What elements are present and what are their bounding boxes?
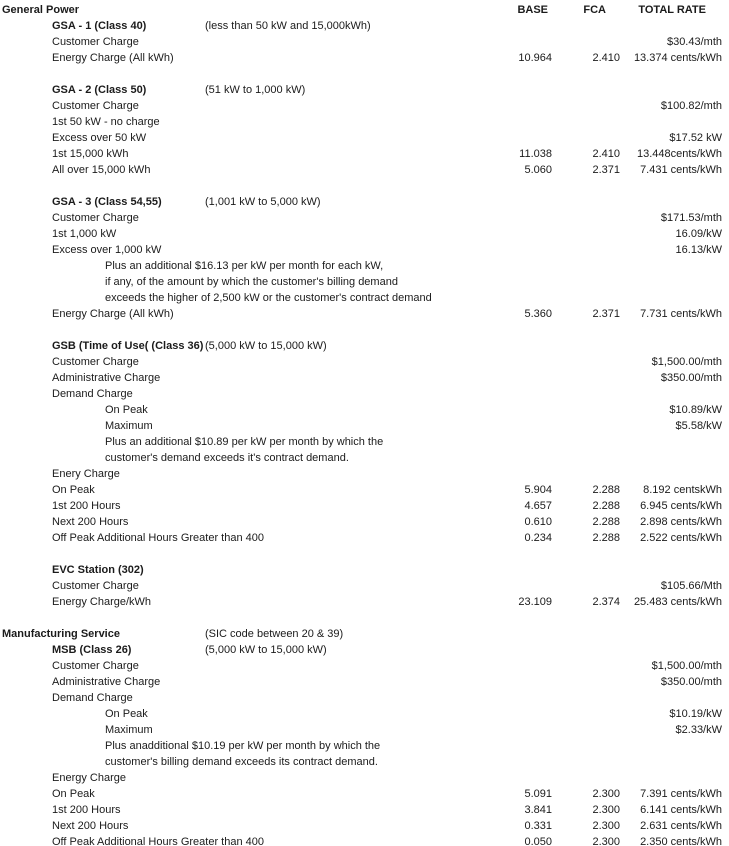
- total-rate-value: 7.731 cents/kWh: [640, 308, 722, 320]
- fca-value: [552, 210, 620, 226]
- total-rate-value: 2.898 cents/kWh: [640, 516, 722, 528]
- base-value: 3.841: [524, 804, 552, 816]
- row-label: Maximum: [105, 420, 153, 432]
- fca-value: [552, 674, 620, 690]
- base-value: [480, 546, 552, 562]
- base-value: [480, 386, 552, 402]
- base-value: [480, 690, 552, 706]
- fca-value: [552, 354, 620, 370]
- total-rate-value: [620, 114, 722, 130]
- row-label: All over 15,000 kWh: [52, 164, 151, 176]
- fca-value: [552, 770, 620, 786]
- rate-row: [0, 578, 729, 594]
- fca-value: [552, 82, 620, 98]
- rate-row: [0, 242, 729, 258]
- total-rate-value: 2.522 cents/kWh: [640, 532, 722, 544]
- total-rate-value: [620, 738, 722, 754]
- row-label: GSA - 2 (Class 50): [52, 84, 147, 96]
- base-value: [480, 642, 552, 658]
- row-label: Excess over 50 kW: [52, 132, 147, 144]
- fca-value: 2.371: [592, 308, 620, 320]
- fca-value: [552, 226, 620, 242]
- fca-value: 2.288: [592, 532, 620, 544]
- row-label: Maximum: [105, 724, 153, 736]
- rate-row: [0, 818, 729, 834]
- rate-row: [0, 706, 729, 722]
- total-rate-value: [620, 690, 722, 706]
- total-rate-value: $171.53/mth: [660, 212, 722, 224]
- base-value: 10.964: [518, 52, 552, 64]
- rate-row: [0, 418, 729, 434]
- rate-row: [0, 530, 729, 546]
- row-desc: (5,000 kW to 15,000 kW): [205, 340, 327, 352]
- total-rate-value: 16.13/kW: [675, 244, 722, 256]
- total-rate-value: $17.52 kW: [669, 132, 722, 144]
- fca-value: [552, 434, 620, 450]
- base-value: [480, 466, 552, 482]
- fca-value: [552, 322, 620, 338]
- row-label: customer's demand exceeds it's contract demand.: [105, 452, 349, 464]
- base-value: [480, 130, 552, 146]
- rate-row: [0, 690, 729, 706]
- base-value: 5.904: [524, 484, 552, 496]
- base-value: [480, 738, 552, 754]
- row-label: 1st 1,000 kW: [52, 228, 117, 240]
- total-rate-value: [620, 610, 722, 626]
- base-value: [480, 418, 552, 434]
- group-title: General Power: [2, 4, 80, 16]
- row-label: Manufacturing Service: [2, 628, 120, 640]
- row-desc: (51 kW to 1,000 kW): [205, 84, 306, 96]
- base-value: [480, 578, 552, 594]
- fca-value: [552, 690, 620, 706]
- rate-row: [0, 98, 729, 114]
- total-rate-value: $10.89/kW: [669, 404, 722, 416]
- base-value: [480, 338, 552, 354]
- fca-value: [552, 578, 620, 594]
- total-rate-value: [620, 18, 722, 34]
- spacer-row: [0, 610, 729, 626]
- column-header-base: BASE: [517, 4, 548, 16]
- total-rate-value: 2.350 cents/kWh: [640, 836, 722, 846]
- rate-row: [0, 162, 729, 178]
- fca-value: [552, 66, 620, 82]
- spacer-row: [0, 66, 729, 82]
- rate-row: [0, 642, 729, 658]
- base-value: [480, 98, 552, 114]
- base-value: [480, 450, 552, 466]
- fca-value: [552, 450, 620, 466]
- base-value: [480, 354, 552, 370]
- fca-value: [552, 706, 620, 722]
- base-value: 0.610: [524, 516, 552, 528]
- rate-row: [0, 210, 729, 226]
- row-label: Energy Charge (All kWh): [52, 308, 174, 320]
- row-label: Customer Charge: [52, 100, 139, 112]
- base-value: [480, 82, 552, 98]
- rate-row: [0, 386, 729, 402]
- row-label: Plus anadditional $10.19 per kW per month by which the: [105, 740, 381, 752]
- rate-row: [0, 434, 729, 450]
- base-value: [480, 754, 552, 770]
- base-value: [480, 274, 552, 290]
- fca-value: [552, 194, 620, 210]
- total-rate-value: 16.09/kW: [675, 228, 722, 240]
- fca-value: 2.288: [592, 500, 620, 512]
- fca-value: 2.374: [592, 596, 620, 608]
- row-label: Customer Charge: [52, 660, 139, 672]
- row-label: On Peak: [105, 708, 148, 720]
- total-rate-value: [620, 434, 722, 450]
- fca-value: 2.300: [592, 804, 620, 816]
- total-rate-value: 8.192 centskWh: [643, 484, 722, 496]
- base-value: 23.109: [518, 596, 552, 608]
- total-rate-value: [620, 290, 722, 306]
- row-label: Off Peak Additional Hours Greater than 400: [52, 836, 264, 846]
- row-label: Energy Charge (All kWh): [52, 52, 174, 64]
- base-value: 0.331: [524, 820, 552, 832]
- fca-value: [552, 290, 620, 306]
- total-rate-value: $100.82/mth: [660, 100, 722, 112]
- rate-row: [0, 674, 729, 690]
- fca-value: 2.371: [592, 164, 620, 176]
- base-value: [480, 610, 552, 626]
- base-value: [480, 210, 552, 226]
- total-rate-value: [620, 386, 722, 402]
- fca-value: [552, 338, 620, 354]
- row-desc: (less than 50 kW and 15,000kWh): [205, 20, 371, 32]
- base-value: 0.050: [524, 836, 552, 846]
- row-label: 1st 15,000 kWh: [52, 148, 129, 160]
- rate-row: [0, 738, 729, 754]
- base-value: [480, 706, 552, 722]
- rate-row: [0, 82, 729, 98]
- fca-value: [552, 754, 620, 770]
- fca-value: [552, 610, 620, 626]
- fca-value: 2.300: [592, 820, 620, 832]
- total-rate-value: 2.631 cents/kWh: [640, 820, 722, 832]
- fca-value: [552, 242, 620, 258]
- table-header-row: [0, 2, 729, 18]
- base-value: [480, 194, 552, 210]
- row-label: Customer Charge: [52, 36, 139, 48]
- base-value: [480, 178, 552, 194]
- fca-value: [552, 418, 620, 434]
- row-label: 1st 50 kW - no charge: [52, 116, 160, 128]
- rate-row: [0, 354, 729, 370]
- total-rate-value: $105.66/Mth: [660, 580, 722, 592]
- rate-row: [0, 498, 729, 514]
- row-label: Administrative Charge: [52, 676, 161, 688]
- row-label: Next 200 Hours: [52, 516, 129, 528]
- row-label: Excess over 1,000 kW: [52, 244, 162, 256]
- rate-row: [0, 34, 729, 50]
- total-rate-value: [620, 178, 722, 194]
- row-label: Enery Charge: [52, 468, 120, 480]
- row-label: MSB (Class 26): [52, 644, 132, 656]
- rate-row: [0, 306, 729, 322]
- spacer-row: [0, 322, 729, 338]
- base-value: [480, 66, 552, 82]
- spacer-row: [0, 178, 729, 194]
- total-rate-value: 6.945 cents/kWh: [640, 500, 722, 512]
- row-label: Demand Charge: [52, 692, 133, 704]
- row-label: Energy Charge/kWh: [52, 596, 152, 608]
- row-label: On Peak: [52, 788, 95, 800]
- total-rate-value: 25.483 cents/kWh: [633, 596, 722, 608]
- base-value: [480, 242, 552, 258]
- total-rate-value: [620, 754, 722, 770]
- total-rate-value: [620, 274, 722, 290]
- total-rate-value: [620, 338, 722, 354]
- rate-row: [0, 146, 729, 162]
- total-rate-value: [620, 626, 722, 642]
- rate-row: [0, 466, 729, 482]
- fca-value: [552, 626, 620, 642]
- total-rate-value: $350.00/mth: [660, 372, 722, 384]
- base-value: [480, 258, 552, 274]
- base-value: [480, 322, 552, 338]
- row-label: 1st 200 Hours: [52, 804, 121, 816]
- rate-row: [0, 722, 729, 738]
- rate-row: [0, 482, 729, 498]
- base-value: [480, 18, 552, 34]
- total-rate-value: $1,500.00/mth: [651, 356, 722, 368]
- total-rate-value: [620, 450, 722, 466]
- row-label: if any, of the amount by which the customer's billing demand: [105, 276, 398, 288]
- total-rate-value: 7.431 cents/kWh: [640, 164, 722, 176]
- rate-row: [0, 274, 729, 290]
- base-value: [480, 402, 552, 418]
- rate-row: [0, 562, 729, 578]
- rate-row: [0, 594, 729, 610]
- row-desc: (1,001 kW to 5,000 kW): [205, 196, 321, 208]
- total-rate-value: 13.374 cents/kWh: [633, 52, 722, 64]
- total-rate-value: 6.141 cents/kWh: [640, 804, 722, 816]
- rate-row: [0, 258, 729, 274]
- rate-row: [0, 450, 729, 466]
- row-label: Customer Charge: [52, 212, 139, 224]
- total-rate-value: 7.391 cents/kWh: [640, 788, 722, 800]
- fca-value: [552, 386, 620, 402]
- rate-row: [0, 338, 729, 354]
- rate-row: [0, 626, 729, 642]
- fca-value: 2.288: [592, 516, 620, 528]
- total-rate-value: [620, 546, 722, 562]
- rate-row: [0, 514, 729, 530]
- row-label: Customer Charge: [52, 356, 139, 368]
- base-value: [480, 290, 552, 306]
- total-rate-value: 13.448cents/kWh: [637, 148, 722, 160]
- rate-row: [0, 754, 729, 770]
- column-header-fca: FCA: [583, 4, 606, 16]
- fca-value: [552, 738, 620, 754]
- rate-row: [0, 18, 729, 34]
- base-value: [480, 722, 552, 738]
- base-value: 4.657: [524, 500, 552, 512]
- fca-value: [552, 402, 620, 418]
- base-value: [480, 34, 552, 50]
- total-rate-value: [620, 562, 722, 578]
- base-value: [480, 114, 552, 130]
- fca-value: [552, 34, 620, 50]
- fca-value: [552, 658, 620, 674]
- fca-value: 2.300: [592, 788, 620, 800]
- total-rate-value: $30.43/mth: [666, 36, 722, 48]
- base-value: [480, 674, 552, 690]
- total-rate-value: [620, 194, 722, 210]
- row-desc: (5,000 kW to 15,000 kW): [205, 644, 327, 656]
- rate-row: [0, 194, 729, 210]
- fca-value: [552, 258, 620, 274]
- spacer-row: [0, 546, 729, 562]
- row-label: EVC Station (302): [52, 564, 144, 576]
- fca-value: [552, 466, 620, 482]
- base-value: 11.038: [519, 148, 552, 160]
- row-label: GSB (Time of Use( (Class 36): [52, 340, 204, 352]
- row-label: Off Peak Additional Hours Greater than 400: [52, 532, 264, 544]
- rate-row: [0, 834, 729, 846]
- row-label: Administrative Charge: [52, 372, 161, 384]
- row-label: GSA - 3 (Class 54,55): [52, 196, 162, 208]
- total-rate-value: [620, 642, 722, 658]
- row-label: Plus an additional $10.89 per kW per month by which the: [105, 436, 384, 448]
- fca-value: [552, 722, 620, 738]
- base-value: [480, 562, 552, 578]
- base-value: 5.360: [524, 308, 552, 320]
- fca-value: [552, 546, 620, 562]
- base-value: [480, 226, 552, 242]
- row-label: GSA - 1 (Class 40): [52, 20, 147, 32]
- column-header-total-rate: TOTAL RATE: [638, 4, 706, 16]
- row-label: Next 200 Hours: [52, 820, 129, 832]
- fca-value: [552, 370, 620, 386]
- row-label: customer's billing demand exceeds its contract demand.: [105, 756, 378, 768]
- fca-value: [552, 18, 620, 34]
- row-label: On Peak: [105, 404, 148, 416]
- rate-row: [0, 50, 729, 66]
- base-value: 5.091: [524, 788, 552, 800]
- rate-row: [0, 130, 729, 146]
- row-label: Energy Charge: [52, 772, 126, 784]
- fca-value: [552, 642, 620, 658]
- total-rate-value: $350.00/mth: [660, 676, 722, 688]
- base-value: [480, 370, 552, 386]
- rate-row: [0, 402, 729, 418]
- row-label: Plus an additional $16.13 per kW per month for each kW,: [105, 260, 384, 272]
- base-value: 5.060: [524, 164, 552, 176]
- row-label: On Peak: [52, 484, 95, 496]
- total-rate-value: [620, 466, 722, 482]
- rate-table-body: [0, 18, 729, 846]
- fca-value: 2.410: [592, 52, 620, 64]
- rate-row: [0, 658, 729, 674]
- total-rate-value: $5.58/kW: [675, 420, 722, 432]
- fca-value: 2.300: [592, 836, 620, 846]
- row-label: exceeds the higher of 2,500 kW or the customer's contract demand: [105, 292, 432, 304]
- rate-row: [0, 226, 729, 242]
- row-desc: (SIC code between 20 & 39): [205, 628, 344, 640]
- total-rate-value: $1,500.00/mth: [651, 660, 722, 672]
- total-rate-value: $10.19/kW: [669, 708, 722, 720]
- rate-row: [0, 114, 729, 130]
- base-value: [480, 434, 552, 450]
- rate-row: [0, 786, 729, 802]
- base-value: [480, 658, 552, 674]
- rate-row: [0, 370, 729, 386]
- rate-row: [0, 770, 729, 786]
- rate-row: [0, 290, 729, 306]
- fca-value: [552, 274, 620, 290]
- base-value: [480, 770, 552, 786]
- total-rate-value: [620, 322, 722, 338]
- fca-value: [552, 562, 620, 578]
- base-value: 0.234: [524, 532, 552, 544]
- total-rate-value: $2.33/kW: [675, 724, 722, 736]
- header-label-cell: [0, 2, 480, 18]
- fca-value: [552, 114, 620, 130]
- fca-value: 2.410: [592, 148, 620, 160]
- total-rate-value: [620, 770, 722, 786]
- row-label: Demand Charge: [52, 388, 133, 400]
- fca-value: 2.288: [592, 484, 620, 496]
- row-label: Customer Charge: [52, 580, 139, 592]
- total-rate-value: [620, 258, 722, 274]
- total-rate-value: [620, 66, 722, 82]
- fca-value: [552, 178, 620, 194]
- base-value: [480, 626, 552, 642]
- fca-value: [552, 98, 620, 114]
- fca-value: [552, 130, 620, 146]
- total-rate-value: [620, 82, 722, 98]
- row-label: 1st 200 Hours: [52, 500, 121, 512]
- rate-row: [0, 802, 729, 818]
